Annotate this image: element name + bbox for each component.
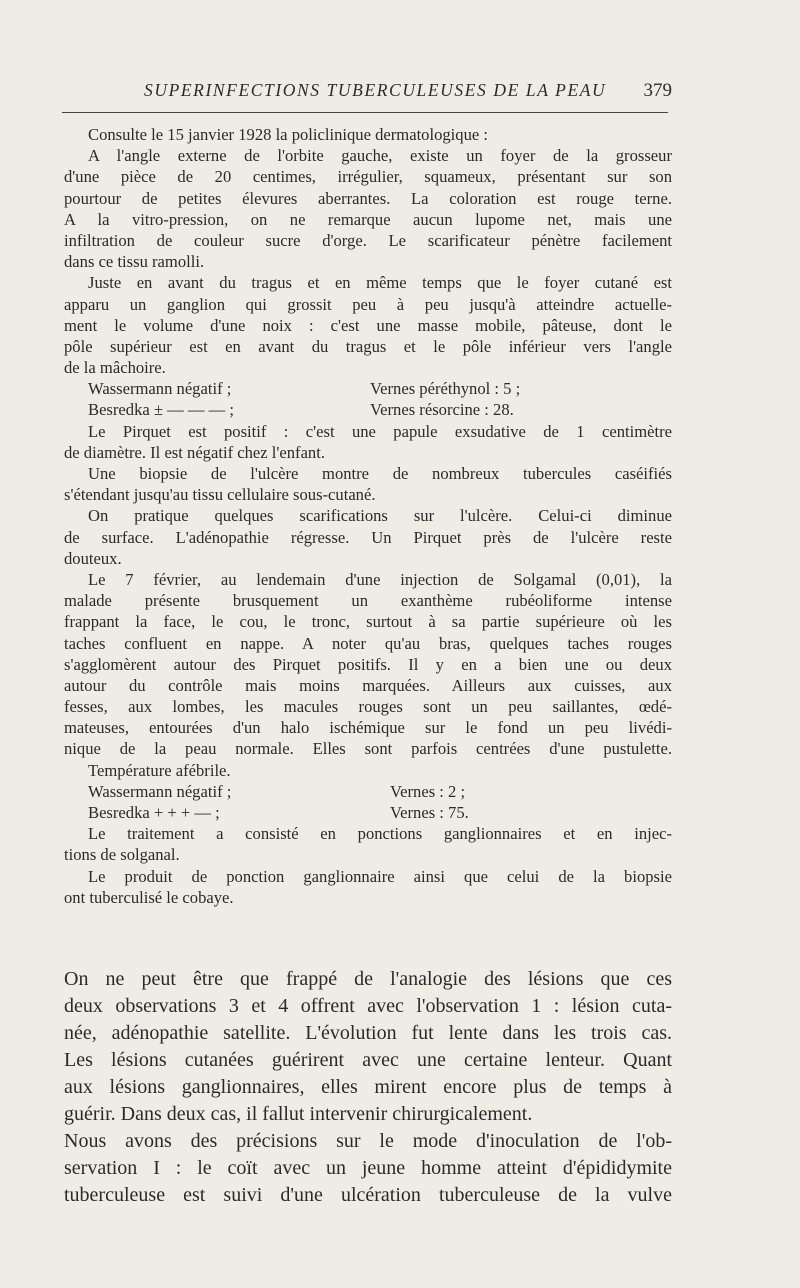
text-line: d'une pièce de 20 centimes, irrégulier, squameux, présentant sur son [64, 167, 672, 187]
paragraph-block [64, 966, 672, 1209]
text-line: Le traitement a consisté en ponctions ganglionnaires et en injec- [88, 824, 672, 844]
text-line: Juste en avant du tragus et en même temps que le foyer cutané est [88, 273, 672, 293]
discussion-text [64, 966, 672, 1209]
text-line: Consulte le 15 janvier 1928 la policlinique dermatologique : [88, 125, 489, 144]
paragraph-block [64, 124, 672, 378]
text-line: de surface. L'adénopathie régresse. Un Pirquet près de l'ulcère reste [64, 527, 672, 547]
test-result-right: Vernes : 2 ; [390, 781, 466, 801]
test-result-left: Besredka ± — — — ; [88, 400, 234, 420]
running-title: SUPERINFECTIONS TUBERCULEUSES DE LA PEAU [144, 80, 607, 100]
text-line: pôle supérieur est en avant du tragus et le pôle inférieur vers l'angle [64, 336, 672, 356]
text-line: pourtour de petites élevures aberrantes. La coloration est rouge terne. [64, 188, 672, 208]
test-result-row [64, 781, 672, 802]
page-number: 379 [643, 80, 672, 101]
text-line: On ne peut être que frappé de l'analogie des lésions que ces [64, 968, 672, 990]
test-result-right: Vernes péréthynol : 5 ; [370, 379, 521, 399]
text-line: Le produit de ponction ganglionnaire ainsi que celui de la biopsie [88, 866, 672, 886]
text-line: tions de solganal. [64, 845, 180, 865]
text-line: Les lésions cutanées guérirent avec une certaine lenteur. Quant [64, 1049, 672, 1071]
text-line: A l'angle externe de l'orbite gauche, existe un foyer de la grosseur [88, 146, 672, 166]
text-line: taches confluent en nappe. A noter qu'au bras, quelques taches rouges [64, 633, 672, 653]
test-result-right: Vernes : 75. [390, 803, 469, 822]
text-line: infiltration de couleur sucre d'orge. Le scarificateur pénètre facilement [64, 230, 672, 250]
test-result-left: Wassermann négatif ; [88, 379, 232, 399]
text-line: aux lésions ganglionnaires, elles mirent encore plus de temps à [64, 1076, 672, 1098]
test-result-right: Vernes résorcine : 28. [370, 400, 514, 420]
case-report-text [64, 124, 672, 908]
test-result-row [64, 802, 672, 823]
test-result-left: Wassermann négatif ; [88, 781, 232, 801]
text-line: mateuses, entourées d'un halo ischémique sur le fond un peu livédi- [64, 718, 672, 738]
page-header [62, 76, 672, 113]
text-line: Une biopsie de l'ulcère montre de nombreux tubercules caséifiés [88, 464, 672, 483]
text-line: guérir. Dans deux cas, il fallut intervenir chirurgicalement. [64, 1103, 533, 1125]
text-line: malade présente brusquement un exanthème rubéoliforme intense [64, 591, 672, 611]
text-line: servation I : le coït avec un jeune homme atteint d'épididymite [64, 1157, 672, 1179]
text-line: douteux. [64, 548, 122, 568]
text-line: Le 7 février, au lendemain d'une injection de Solgamal (0,01), la [88, 569, 672, 589]
text-line: deux observations 3 et 4 offrent avec l'observation 1 : lésion cuta- [64, 995, 672, 1017]
text-line: autour du contrôle mais moins marquées. Ailleurs aux cuisses, aux [64, 675, 672, 695]
text-line: Température afébrile. [88, 760, 231, 780]
text-line: dans ce tissu ramolli. [64, 252, 205, 272]
text-line: On pratique quelques scarifications sur l'ulcère. Celui-ci diminue [88, 506, 672, 526]
paragraph-block [64, 823, 672, 908]
paragraph-block [64, 421, 672, 781]
text-line: nique de la peau normale. Elles sont parfois centrées d'une pustulette. [64, 739, 672, 759]
text-line: tuberculeuse est suivi d'une ulcération tuberculeuse de la vulve [64, 1184, 672, 1206]
text-line: fesses, aux lombes, les macules rouges sont un peu saillantes, œdé- [64, 697, 672, 717]
text-line: Le Pirquet est positif : c'est une papule exsudative de 1 centimètre [88, 421, 672, 441]
text-line: née, adénopathie satellite. L'évolution fut lente dans les trois cas. [64, 1022, 672, 1044]
test-result-row [64, 399, 672, 420]
text-line: ment le volume d'une noix : c'est une masse mobile, pâteuse, dont le [64, 315, 672, 335]
text-line: s'étendant jusqu'au tissu cellulaire sous-cutané. [64, 485, 376, 505]
text-line: frappant la face, le cou, le tronc, surtout à sa partie supérieure où les [64, 612, 672, 632]
test-results-table [64, 781, 672, 823]
text-line: de la mâchoire. [64, 358, 166, 378]
text-line: A la vitro-pression, on ne remarque aucun lupome net, mais une [64, 209, 672, 229]
text-line: Nous avons des précisions sur le mode d'inoculation de l'ob- [64, 1130, 672, 1152]
test-result-left: Besredka + + + — ; [88, 803, 220, 822]
text-line: ont tuberculisé le cobaye. [64, 887, 234, 907]
text-line: apparu un ganglion qui grossit peu à peu jusqu'à atteindre actuelle- [64, 294, 672, 314]
test-results-table [64, 378, 672, 420]
test-result-row [64, 378, 672, 399]
text-line: de diamètre. Il est négatif chez l'enfant. [64, 442, 325, 462]
text-line: s'agglomèrent autour des Pirquet positifs. Il y en a bien une ou deux [64, 654, 672, 674]
